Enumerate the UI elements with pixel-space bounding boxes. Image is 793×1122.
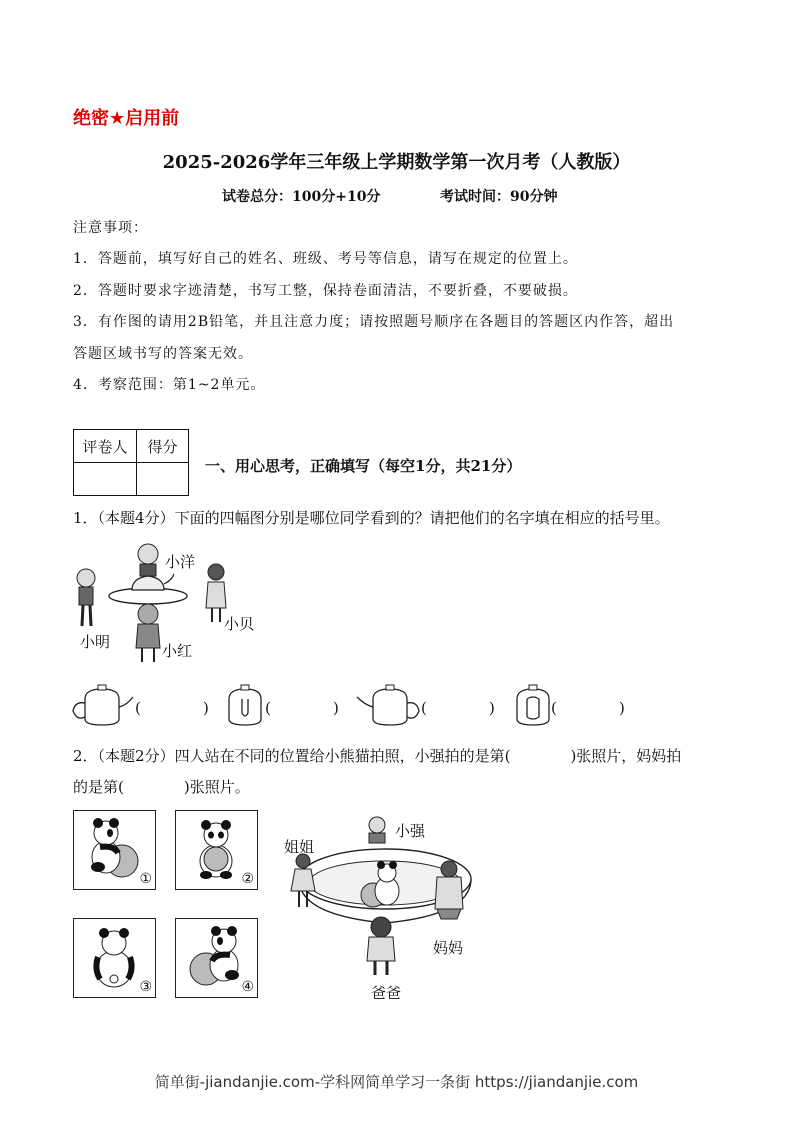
answer-bracket-open: (	[551, 699, 557, 717]
answer-blank-2[interactable]	[278, 697, 330, 719]
section-title: 一、用心思考，正确填写（每空1分，共21分）	[205, 457, 522, 475]
photo-4	[175, 918, 258, 998]
label-xiaobei: 小贝	[224, 615, 255, 633]
score-table	[73, 429, 189, 496]
photo-number: ④	[241, 979, 254, 995]
teapot-front-view-icon	[224, 685, 266, 727]
label-xiaoming: 小明	[80, 633, 111, 651]
grader-header: 评卷人	[74, 430, 137, 463]
answer-bracket-open: (	[135, 699, 141, 717]
answer-bracket-close: )	[489, 699, 495, 717]
photo-3	[73, 918, 156, 998]
answer-blank-1[interactable]	[148, 697, 200, 719]
question-1-text: 1．（本题4分）下面的四幅图分别是哪位同学看到的？请把他们的名字填在相应的括号里。	[73, 509, 670, 527]
answer-bracket-close: )	[203, 699, 209, 717]
exam-title: 2025-2026学年三年级上学期数学第一次月考（人教版）	[162, 152, 631, 173]
total-score: 试卷总分：100分+10分	[222, 189, 381, 205]
exam-time: 考试时间：90分钟	[440, 189, 558, 205]
confidential-mark: 绝密★启用前	[73, 108, 180, 129]
label-xiaoqiang: 小强	[395, 822, 426, 840]
answer-blank-4[interactable]	[564, 697, 616, 719]
answer-blank-3[interactable]	[434, 697, 486, 719]
question-2-line-2: 的是第( )张照片。	[73, 778, 250, 796]
note-item: 1．答题前，填写好自己的姓名、班级、考号等信息，请写在规定的位置上。	[73, 251, 578, 267]
label-jiejie: 姐姐	[284, 838, 315, 856]
score-cell[interactable]	[137, 463, 189, 496]
label-xiaohong: 小红	[162, 642, 193, 660]
answer-bracket-close: )	[333, 699, 339, 717]
photo-number: ③	[139, 979, 152, 995]
score-header: 得分	[137, 430, 189, 463]
note-item: 3．有作图的请用2B铅笔，并且注意力度；请按照题号顺序在各题目的答题区内作答，超出	[73, 314, 675, 330]
footer-watermark: 简单街-jiandanjie.com-学科网简单学习一条街 https://jiandanjie.com	[154, 1073, 639, 1091]
photo-number: ①	[139, 871, 152, 887]
photo-1	[73, 810, 156, 890]
photo-2	[175, 810, 258, 890]
label-mama: 妈妈	[433, 939, 464, 957]
teapot-side-view-mirrored-icon	[355, 685, 421, 727]
teapot-back-view-icon	[512, 685, 554, 727]
label-baba: 爸爸	[371, 984, 402, 1002]
note-item: 4．考察范围：第1~2单元。	[73, 377, 266, 393]
notes-heading: 注意事项：	[73, 220, 148, 236]
grader-cell[interactable]	[74, 463, 137, 496]
answer-bracket-open: (	[421, 699, 427, 717]
question-2-line-1: 2．（本题2分）四人站在不同的位置给小熊猫拍照，小强拍的是第( )张照片，妈妈拍	[73, 747, 682, 765]
photo-number: ②	[241, 871, 254, 887]
answer-bracket-open: (	[265, 699, 271, 717]
teapot-side-view-icon	[71, 685, 135, 727]
note-item: 2．答题时要求字迹清楚，书写工整，保持卷面清洁，不要折叠，不要破损。	[73, 283, 578, 299]
answer-bracket-close: )	[619, 699, 625, 717]
note-item: 答题区域书写的答案无效。	[73, 346, 253, 362]
label-xiaoyang: 小洋	[165, 553, 196, 571]
